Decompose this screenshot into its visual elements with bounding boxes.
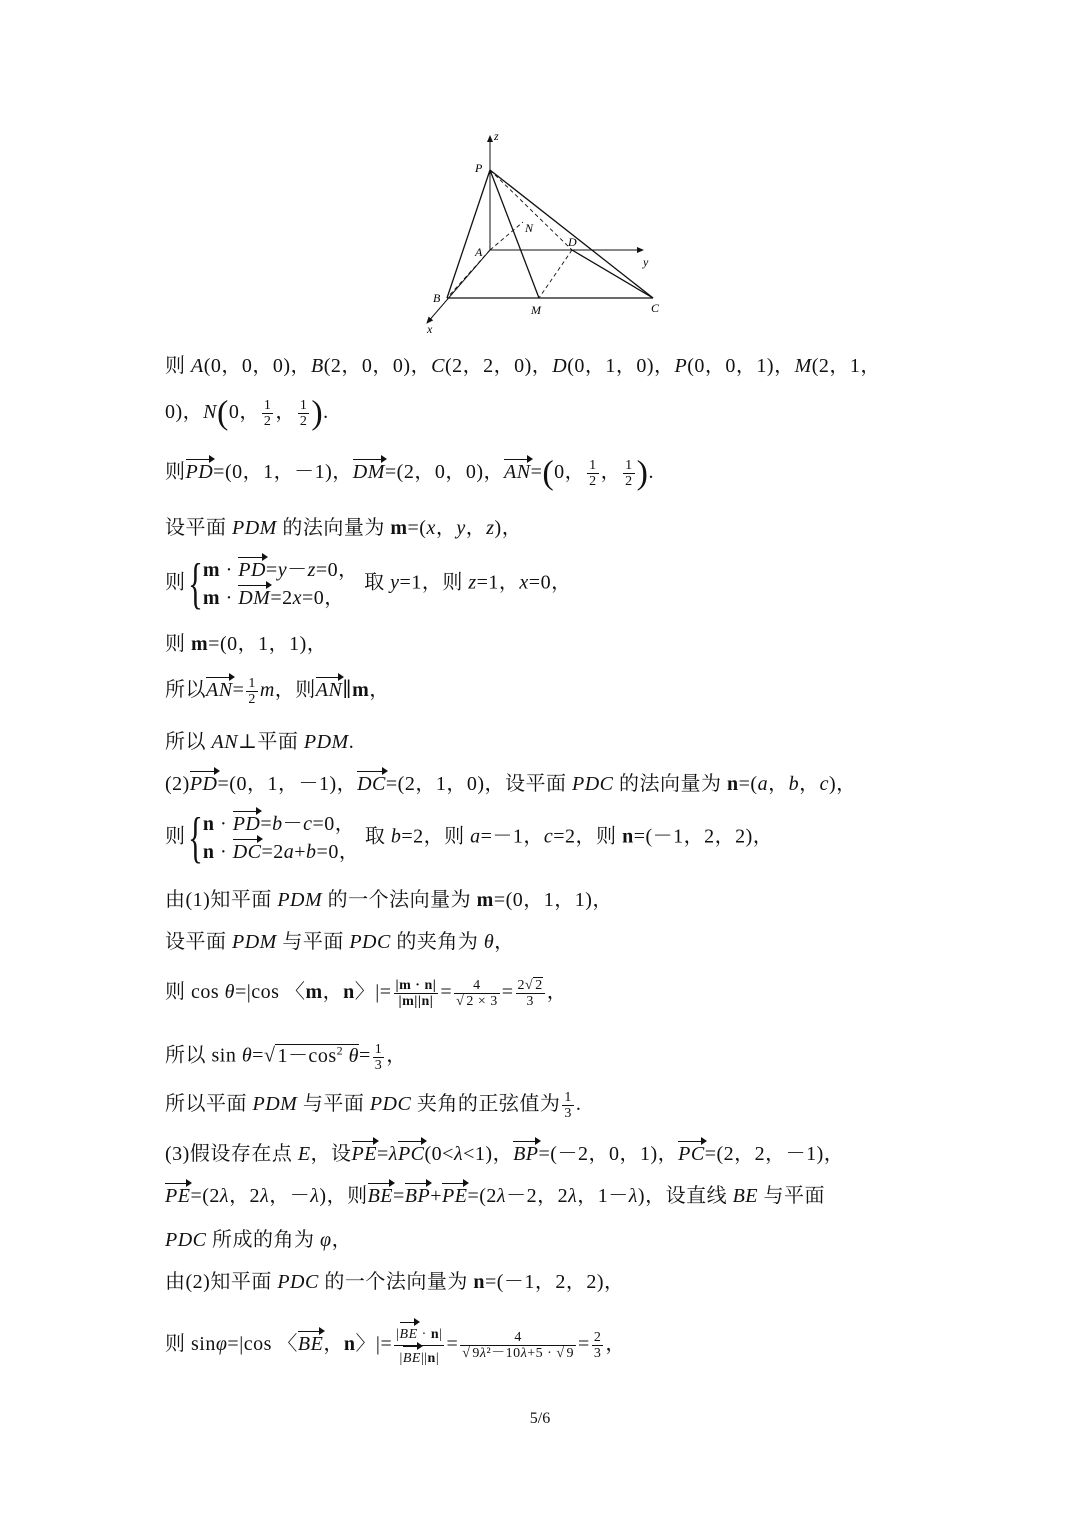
page-number: 5/6 [529, 1410, 551, 1427]
line-coords-1: 则 A(0，0，0)，B(2，0，0)，C(2，2，0)，D(0，1，0)，P(0，0，1)，M(2，1， [165, 355, 881, 377]
line-known-n: 由(2)知平面 PDC 的一个法向量为 n=(－1，2，2)， [165, 1271, 625, 1293]
line-normal-m: 设平面 PDM 的法向量为 m=(x，y，z)， [165, 517, 523, 539]
edge-pb [447, 170, 490, 298]
label-d: D [568, 235, 577, 249]
line-part2: (2)PD=(0，1，－1)，DC=(2，1，0)，设平面 PDC 的法向量为 n=(a，b，c)， [165, 773, 857, 795]
line-system-n: 则 { n · PD=b－c=0， n · DC=2a+b=0， 取 b=2，则 a=－1，c=2，则 n=(－1，2，2)， [165, 807, 774, 869]
line-be: PE=(2λ，2λ，－λ)，则BE=BP+PE=(2λ－2，2λ，1－λ)，设直线 BE 与平面 [165, 1185, 826, 1207]
edge-an [490, 222, 523, 250]
line-m-result: 则 m=(0，1，1)， [165, 633, 328, 655]
pyramid-figure [415, 128, 675, 338]
edge-ab [447, 250, 490, 298]
edge-pd [490, 170, 572, 250]
edge-dm [539, 250, 572, 298]
label-m: M [531, 303, 541, 317]
label-n: N [525, 221, 534, 235]
line-phi: PDC 所成的角为 φ， [165, 1229, 353, 1251]
line-coords-2: 0)，N(0， $\frac{1}{2}$ ， $\frac{1}{2}$ ). [165, 394, 329, 432]
label-x: x [427, 322, 433, 336]
line-cos-theta: 则 cos θ=|cos 〈m，n〉|= $\frac{|m \cdot n|}{|m||n|}$ = $\frac{4}{√ 2 \times 3}$ = $\frac{2√ 2}{3}$ ， [165, 978, 568, 1009]
line-perpendicular: 所以 AN⊥平面 PDM. [165, 731, 355, 753]
line-sine-value: 所以平面 PDM 与平面 PDC 夹角的正弦值为 $\frac{1}{3}$ . [165, 1090, 582, 1121]
line-sin-theta: 所以 sin θ=√ $1-\cos^2$ θ= $\frac{1}{3}$ ， [165, 1041, 407, 1073]
label-z: z [494, 129, 499, 143]
label-p: P [475, 161, 483, 175]
line-system-m: 则 { m · PD=y－z=0， m · DM=2x=0， 取 y=1，则 z=1，x=0， [165, 553, 572, 615]
label-y: y [643, 255, 649, 269]
line-known-m: 由(1)知平面 PDM 的一个法向量为 m=(0，1，1)， [165, 889, 613, 911]
line-part3: (3)假设存在点 E，设PE=λPC(0<λ<1)，BP=(－2，0，1)，PC=(2，2，－1)， [165, 1143, 845, 1165]
label-a: A [475, 245, 483, 259]
line-parallel: 所以AN= $\frac{1}{2}$ m，则AN∥m， [165, 676, 390, 707]
label-b: B [433, 291, 441, 305]
line-angle-theta: 设平面 PDM 与平面 PDC 的夹角为 θ， [165, 931, 515, 953]
label-c: C [651, 301, 660, 315]
line-vectors: 则PD=(0，1，－1)，DM=(2，0，0)，AN=(0， $\frac{1}{2}$ ， $\frac{1}{2}$ ). [165, 454, 654, 492]
line-sin-phi: 则 sinφ=|cos 〈BE，n〉|= $\frac{|BE \cdot n|}{|BE||n|}$ = $\frac{4}{\text{√ 9λ²－10λ+5 · √ 9}}$ = $\frac{2}{3}$ ， [165, 1322, 925, 1369]
edge-dc [572, 250, 653, 298]
